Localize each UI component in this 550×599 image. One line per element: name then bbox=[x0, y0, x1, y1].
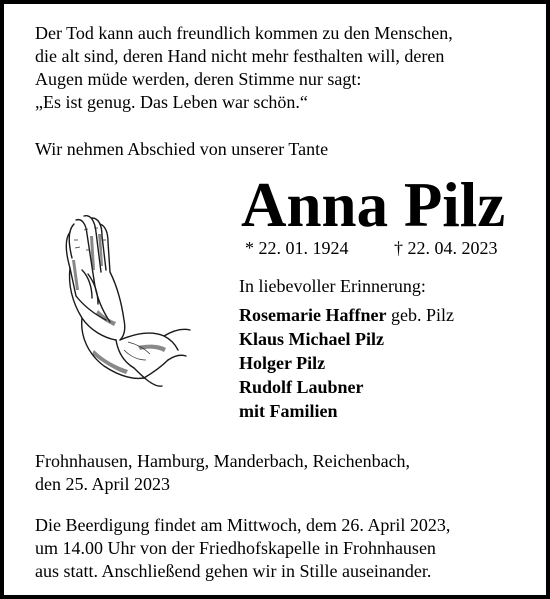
places-and-date bbox=[35, 450, 410, 496]
farewell-intro: Wir nehmen Abschied von unserer Tante bbox=[35, 139, 329, 159]
mourner-entry bbox=[239, 327, 454, 351]
memory-label: In liebevoller Erinnerung: bbox=[239, 276, 426, 296]
places-line: Frohnhausen, Hamburg, Manderbach, Reichenbach, bbox=[35, 451, 411, 471]
poem-verse bbox=[35, 22, 535, 114]
mourner-entry bbox=[239, 303, 454, 327]
funeral-line: aus statt. Anschließend gehen wir in Stille auseinander. bbox=[35, 561, 432, 581]
funeral-details bbox=[35, 514, 450, 583]
funeral-line: Die Beerdigung findet am Mittwoch, dem 26. April 2023, bbox=[35, 515, 451, 535]
mourner-name: Rudolf Laubner bbox=[239, 377, 364, 397]
praying-hands-icon bbox=[54, 210, 194, 392]
poem-line: die alt sind, deren Hand nicht mehr festhalten will, deren bbox=[35, 46, 445, 66]
poem-line: „Es ist genug. Das Leben war schön.“ bbox=[35, 92, 308, 112]
mourner-name: mit Familien bbox=[239, 401, 338, 421]
mourner-entry bbox=[239, 399, 454, 423]
deceased-name: Anna Pilz bbox=[241, 170, 506, 240]
poem-line: Augen müde werden, deren Stimme nur sagt: bbox=[35, 69, 362, 89]
mourner-entry bbox=[239, 351, 454, 375]
date-line: den 25. April 2023 bbox=[35, 474, 170, 494]
death-date: † 22. 04. 2023 bbox=[394, 238, 498, 258]
mourner-name: Klaus Michael Pilz bbox=[239, 329, 384, 349]
mourner-name: Holger Pilz bbox=[239, 353, 326, 373]
funeral-line: um 14.00 Uhr von der Friedhofskapelle in Frohnhausen bbox=[35, 538, 436, 558]
mourner-name: Rosemarie Haffner bbox=[239, 305, 387, 325]
birth-date: * 22. 01. 1924 bbox=[245, 238, 349, 258]
mourner-entry bbox=[239, 375, 454, 399]
poem-line: Der Tod kann auch freundlich kommen zu den Menschen, bbox=[35, 23, 453, 43]
mourners-list bbox=[239, 303, 454, 423]
mourner-suffix: geb. Pilz bbox=[386, 305, 454, 325]
